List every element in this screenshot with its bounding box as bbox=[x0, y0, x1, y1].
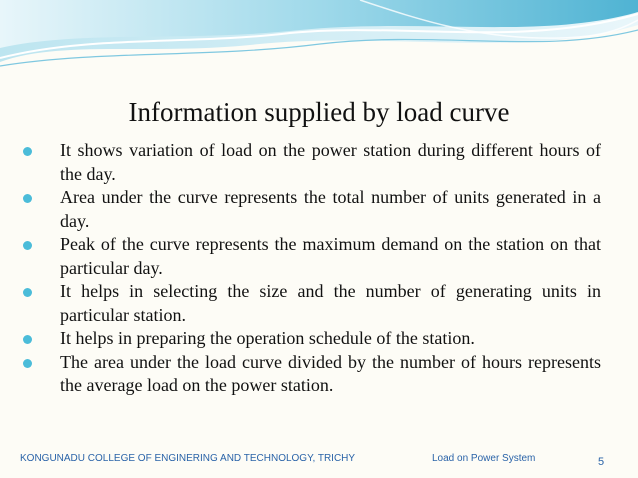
slide-title: Information supplied by load curve bbox=[128, 97, 510, 127]
bullet-icon bbox=[23, 241, 32, 250]
bullet-icon bbox=[23, 194, 32, 203]
bullet-text: It shows variation of load on the power station during different hours of the day. bbox=[60, 140, 601, 184]
bullet-text: It helps in selecting the size and the number of generating units in particular station. bbox=[60, 281, 601, 325]
bullet-text: Peak of the curve represents the maximum demand on the station on that particular day. bbox=[60, 234, 601, 278]
footer-college-name: KONGUNADU COLLEGE OF ENGINERING AND TECHNOLOGY, TRICHY bbox=[20, 453, 356, 464]
bullet-item bbox=[23, 139, 601, 186]
bullet-text: It helps in preparing the operation schedule of the station. bbox=[60, 328, 475, 348]
bullet-icon bbox=[23, 335, 32, 344]
bullet-item bbox=[23, 186, 601, 233]
bullet-item bbox=[23, 280, 601, 327]
header-wave-decoration bbox=[0, 0, 638, 80]
bullet-list bbox=[23, 139, 601, 398]
bullet-item bbox=[23, 351, 601, 398]
bullet-item bbox=[23, 327, 601, 351]
bullet-icon bbox=[23, 147, 32, 156]
bullet-icon bbox=[23, 288, 32, 297]
footer-topic: Load on Power System bbox=[432, 453, 536, 464]
page-number: 5 bbox=[598, 456, 605, 468]
bullet-icon bbox=[23, 359, 32, 368]
bullet-text: The area under the load curve divided by the number of hours represents the average load on the power station. bbox=[60, 351, 601, 395]
bullet-text: Area under the curve represents the total number of units generated in a day. bbox=[60, 187, 601, 231]
bullet-item bbox=[23, 233, 601, 280]
